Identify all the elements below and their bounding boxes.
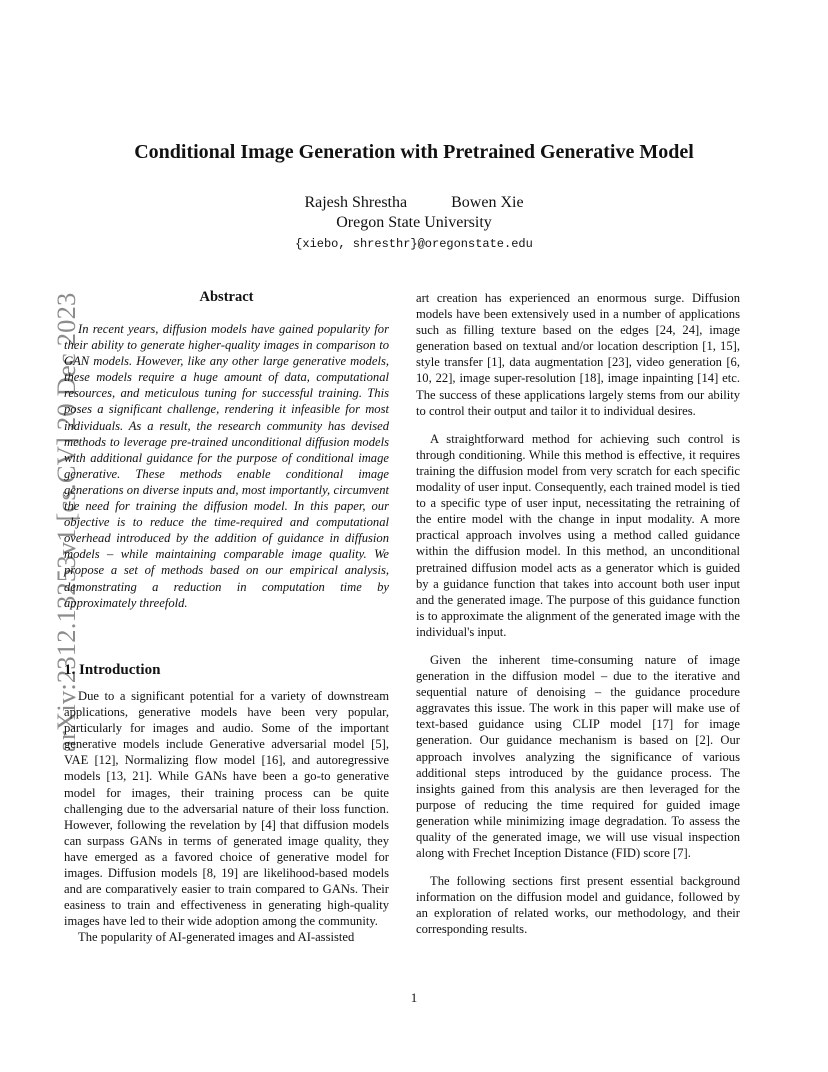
introduction-heading: 1. Introduction — [64, 662, 161, 678]
arxiv-stamp-text: arXiv:2312.13253v1 [cs.CV] 20 Dec 2023 — [51, 292, 81, 752]
arxiv-stamp — [20, 282, 81, 752]
paper-title: Conditional Image Generation with Pretrained Generative Model — [134, 141, 694, 163]
intro-paragraph-1: Due to a significant potential for a variety of downstream applications, generative models have been very popular, particularly for images and audio. Some of the important generative models include Generative adversarial model [5], VAE [12], Normalizing flow model [16], and autoregressive models [13, 21]. While GANs have been a go-to generative model for images, their training process can be quite challenging due to the adversarial nature of their loss function. However, following the revelation by [4] that diffusion models can surpass GANs in terms of generated image quality, they have emerged as a favored choice of generative model for images. Diffusion models [8, 19] are likelihood-based models and are comparatively easier to train compared to GANs. Their easiness to train and effectiveness in generating high-quality images have led to their wide adoption among the community. — [64, 689, 389, 929]
intro-paragraph-3: A straightforward method for achieving such control is through conditioning. While this method is effective, it requires training the diffusion model from very scratch for each specific modality of user input. Consequently, each trained model is tied to a specific type of user input, necessitating the retraining of the entire model with the change in input modality. A more practical approach involves using a method called guidance within the diffusion model. In this method, an unconditional pretrained diffusion model acts as a generator which is guided by a guidance function that takes into account both user input and the generated image. The purpose of this guidance function is to approximate the alignment of the generated image with the individual's input. — [416, 431, 740, 639]
intro-paragraph-4: Given the inherent time-consuming nature of image generation in the diffusion model – due to the iterative and sequential nature of denoising – the guidance procedure aggravates this issue. The work in this paper will make use of text-based guidance using CLIP model [17] for image generation. Our guidance mechanism is based on [2]. Our approach involves analyzing the significance of various additional steps introduced by the guidance process. The insights gained from this analysis are then leveraged for the purpose of reducing the time required for guided image generation while minimizing image degradation. To assess the quality of the generated image, we will use visual inspection along with Frechet Inception Distance (FID) score [7]. — [416, 652, 740, 861]
affiliation: Oregon State University — [336, 214, 492, 231]
abstract-body — [64, 321, 389, 611]
intro-paragraph-2-cont: art creation has experienced an enormous surge. Diffusion models have been extensively used in a number of applications such as filling texture based on the edges [24, 24], image generation based on textual and/or location description [1, 15], style transfer [1], data augmentation [23], video generation [6, 10, 22], image super-resolution [18], image inpainting [14] etc. The success of these applications largely stems from our ability to control their output and tailor it to individual desires. — [416, 291, 740, 418]
author-2: Bowen Xie — [451, 194, 524, 211]
right-column — [416, 290, 740, 950]
abstract-text: In recent years, diffusion models have gained popularity for their ability to generate higher-quality images in comparison to GAN models. However, like any other large generative models, these models require a huge amount of data, computational resources, and meticulous tuning for successful training. This poses a significant challenge, rendering it infeasible for most individuals. As a result, the research community has devised methods to leverage pre-trained unconditional diffusion models with additional guidance for the purpose of conditional image generative. These methods enable conditional image generations on diverse inputs and, most importantly, circumvent the need for training the diffusion model. In this paper, our objective is to reduce the time-required and computational overhead introduced by the addition of guidance in diffusion models – while maintaining comparable image quality. We propose a set of methods based on our empirical analysis, demonstrating a reduction in computation time by approximately threefold. — [64, 322, 389, 610]
page-number: 1 — [410, 990, 418, 1005]
intro-paragraph-2-start: The popularity of AI-generated images and AI-assisted — [78, 930, 355, 945]
author-1: Rajesh Shrestha — [304, 194, 408, 211]
abstract-heading: Abstract — [199, 289, 254, 305]
introduction-left-column — [64, 688, 389, 946]
intro-paragraph-5: The following sections first present essential background information on the diffusion model and guidance, followed by an exploration of related works, our methodology, and their corresponding results. — [416, 874, 740, 937]
author-list — [0, 194, 828, 212]
author-email: {xiebo, shresthr}@oregonstate.edu — [295, 237, 533, 251]
